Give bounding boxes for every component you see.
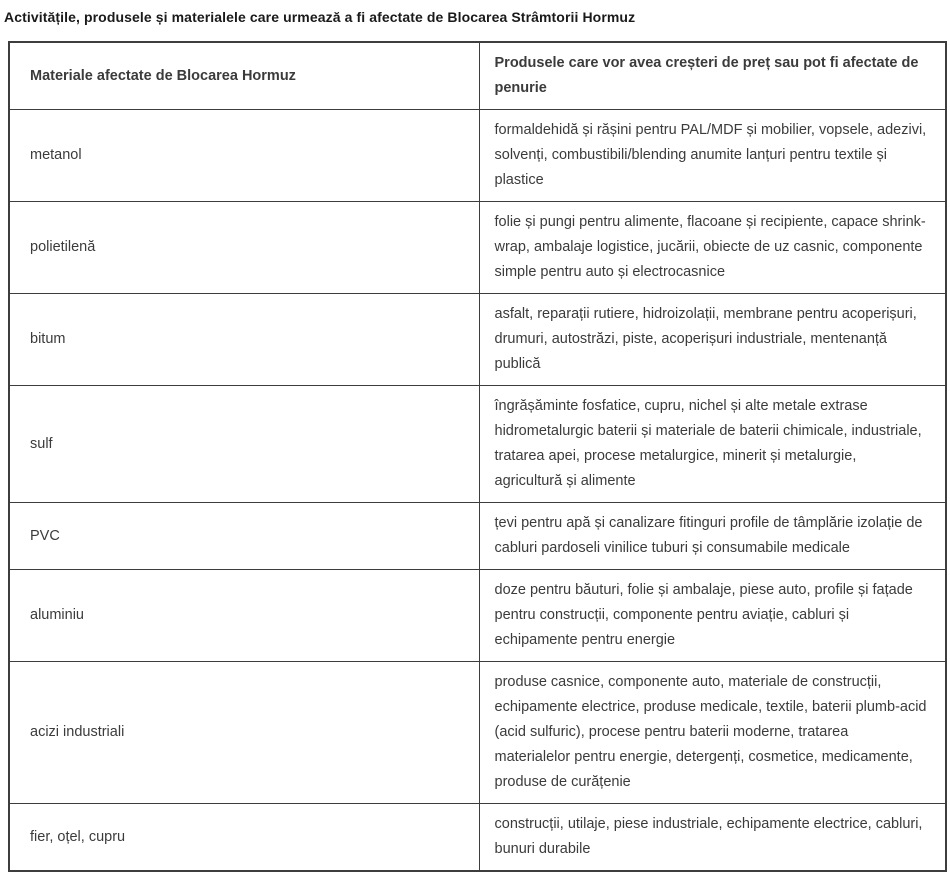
products-cell: construcții, utilaje, piese industriale, echipamente electrice, cabluri, bunuri durabile bbox=[479, 804, 946, 872]
material-cell: metanol bbox=[9, 110, 479, 202]
table-row bbox=[9, 294, 946, 386]
products-cell: doze pentru băuturi, folie și ambalaje, piese auto, profile și fațade pentru construcții, componente pentru aviație, cabluri și echipamente pentru energie bbox=[479, 570, 946, 662]
table-row bbox=[9, 503, 946, 570]
material-cell: PVC bbox=[9, 503, 479, 570]
materials-table bbox=[8, 41, 947, 872]
table-row bbox=[9, 662, 946, 804]
page-title: Activitățile, produsele și materialele care urmează a fi afectate de Blocarea Strâmtorii Hormuz bbox=[4, 9, 636, 25]
products-cell: îngrășăminte fosfatice, cupru, nichel și alte metale extrase hidrometalurgic baterii și materiale de baterii chimicale, industriale, tratarea apei, procese metalurgice, minerit și metalurgie, agricultură și alimente bbox=[479, 386, 946, 503]
table-row bbox=[9, 804, 946, 872]
header-row bbox=[9, 42, 946, 110]
material-cell: polietilenă bbox=[9, 202, 479, 294]
material-cell: acizi industriali bbox=[9, 662, 479, 804]
products-cell: produse casnice, componente auto, materiale de construcții, echipamente electrice, produse medicale, textile, baterii plumb-acid (acid sulfuric), procese pentru baterii moderne, tratarea materialelor pentru energie, detergenți, cosmetice, medicamente, produse de curățenie bbox=[479, 662, 946, 804]
table-body bbox=[9, 110, 946, 872]
material-cell: bitum bbox=[9, 294, 479, 386]
table-row bbox=[9, 110, 946, 202]
table-row bbox=[9, 202, 946, 294]
material-cell: sulf bbox=[9, 386, 479, 503]
material-cell: aluminiu bbox=[9, 570, 479, 662]
table-row bbox=[9, 570, 946, 662]
table-row bbox=[9, 386, 946, 503]
products-cell: țevi pentru apă și canalizare fitinguri profile de tâmplărie izolație de cabluri pardoseli vinilice tuburi și consumabile medicale bbox=[479, 503, 946, 570]
material-cell: fier, oțel, cupru bbox=[9, 804, 479, 872]
products-cell: asfalt, reparații rutiere, hidroizolații, membrane pentru acoperișuri, drumuri, autostrăzi, piste, acoperișuri industriale, mentenanță publică bbox=[479, 294, 946, 386]
products-cell: folie și pungi pentru alimente, flacoane și recipiente, capace shrink-wrap, ambalaje logistice, jucării, obiecte de uz casnic, componente simple pentru auto și electrocasnice bbox=[479, 202, 946, 294]
products-cell: formaldehidă și rășini pentru PAL/MDF și mobilier, vopsele, adezivi, solvenți, combustibili/blending anumite lanțuri pentru textile și plastice bbox=[479, 110, 946, 202]
header-products: Produsele care vor avea creșteri de preț sau pot fi afectate de penurie bbox=[479, 42, 946, 110]
header-materials: Materiale afectate de Blocarea Hormuz bbox=[9, 42, 479, 110]
